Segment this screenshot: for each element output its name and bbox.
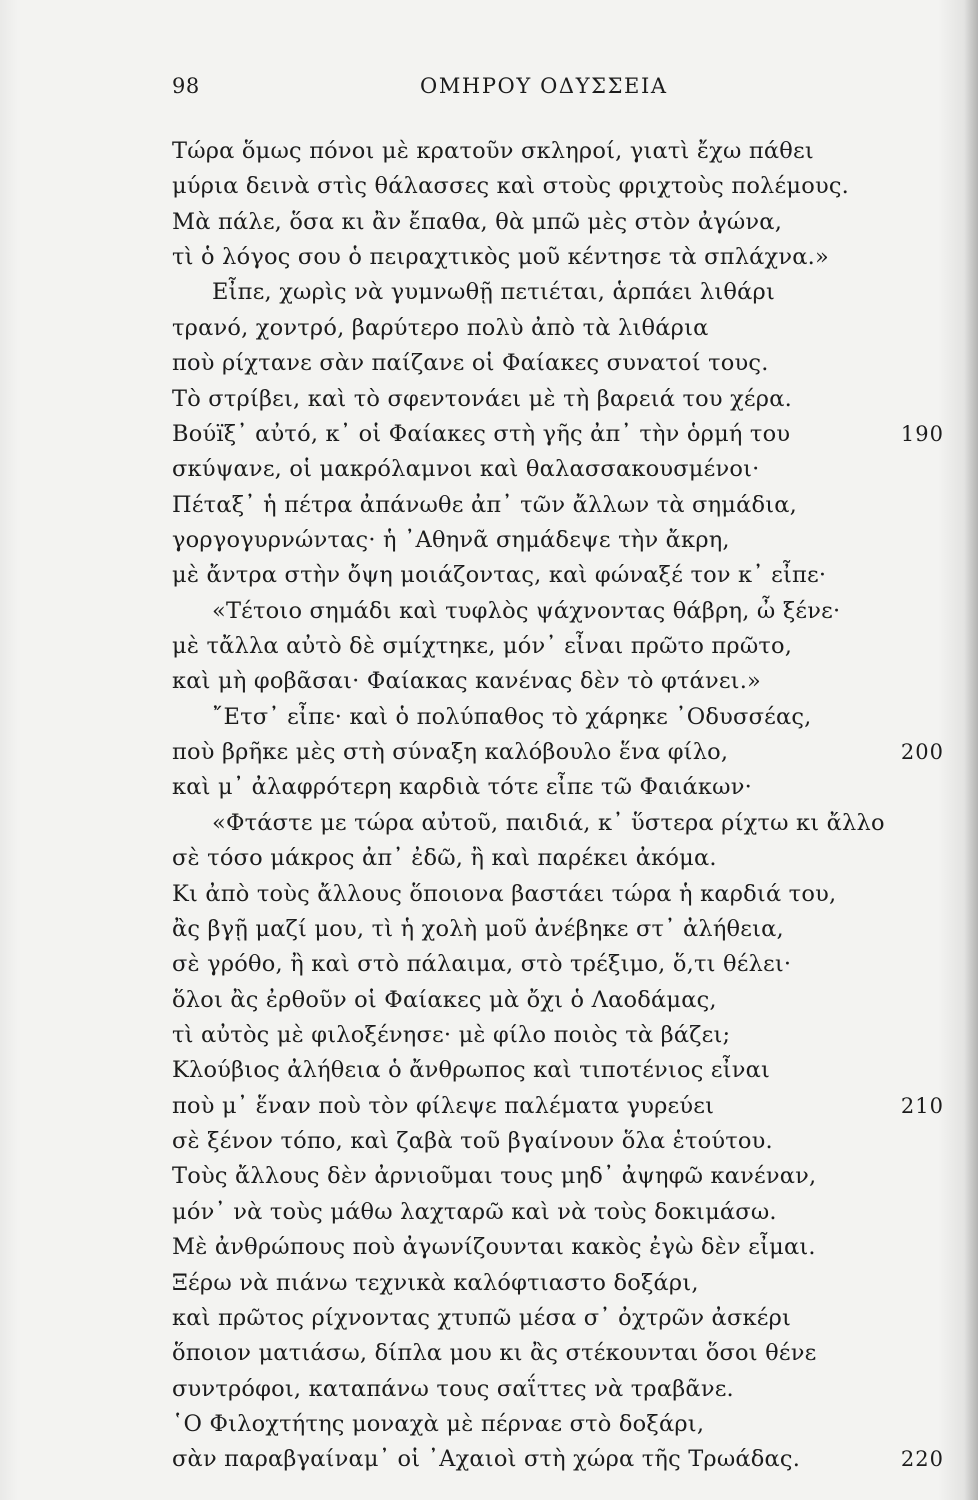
verse-text: σὲ ξένον τόπο, καὶ ζαβὰ τοῦ βγαίνουν ὅλα ἑτούτου. — [172, 1128, 773, 1155]
verse-text: ἂς βγῇ μαζί μου, τὶ ἡ χολὴ μοῦ ἀνέβηκε στ᾽ ἀλήθεια, — [172, 915, 784, 942]
verse-line — [172, 346, 962, 381]
verse-line — [172, 735, 962, 770]
verse-line — [172, 841, 962, 876]
verse-line — [172, 770, 962, 805]
verse-line — [172, 947, 962, 982]
verse-text: σὲ γρόθο, ἢ καὶ στὸ πάλαιμα, στὸ τρέξιμο, ὅ,τι θέλει· — [172, 951, 792, 978]
verse-text: τρανό, χοντρό, βαρύτερο πολὺ ἀπὸ τὰ λιθάρια — [172, 314, 709, 341]
verse-line — [172, 1442, 962, 1477]
verse-text: Μὰ πάλε, ὅσα κι ἂν ἔπαθα, θὰ μπῶ μὲς στὸν ἀγώνα, — [172, 208, 783, 235]
line-number: 210 — [900, 1093, 944, 1118]
verse-line — [172, 912, 962, 947]
verse-line — [172, 382, 962, 417]
running-title: ΟΜΗΡΟΥ ΟΔΥΣΣΕΙΑ — [420, 74, 668, 98]
verse-text: ποὺ βρῆκε μὲς στὴ σύναξη καλόβουλο ἕνα φίλο, — [172, 739, 729, 766]
verse-line — [172, 134, 962, 169]
verse-text: Εἶπε, χωρὶς νὰ γυμνωθῇ πετιέται, ἁρπάει λιθάρι — [212, 279, 775, 306]
verse-line — [172, 311, 962, 346]
verse-line — [172, 1089, 962, 1124]
verse-line — [172, 877, 962, 912]
verse-text: «Φτάστε με τώρα αὐτοῦ, παιδιά, κ᾽ ὕστερα ρίχτω κι ἄλλο — [212, 809, 885, 836]
page-number: 98 — [172, 74, 200, 98]
page-header — [172, 74, 792, 106]
verse-line — [172, 664, 962, 699]
verse-text: σὰν παραβγαίναμ᾽ οἱ ᾽Αχαιοὶ στὴ χώρα τῆς Τρωάδας. — [172, 1446, 801, 1473]
verse-line — [172, 1266, 962, 1301]
verse-line — [172, 240, 962, 275]
verse-text: ποὺ ρίχτανε σὰν παίζανε οἱ Φαίακες συνατοί τους. — [172, 350, 769, 377]
verse-text: ῎Ετσ᾽ εἶπε· καὶ ὁ πολύπαθος τὸ χάρηκε ᾽Οδυσσέας, — [212, 703, 812, 730]
verse-line — [172, 1230, 962, 1265]
verse-line — [172, 169, 962, 204]
verse-text: Τοὺς ἄλλους δὲν ἀρνιοῦμαι τους μηδ᾽ ἀψηφῶ κανέναν, — [172, 1163, 817, 1190]
verse-line — [172, 1018, 962, 1053]
verse-text: Βούїξ᾽ αὐτό, κ᾽ οἱ Φαίακες στὴ γῆς ἀπ᾽ τὴν ὁρμή του — [172, 420, 791, 447]
verse-text: σὲ τόσο μάκρος ἀπ᾽ ἐδῶ, ἢ καὶ παρέκει ἀκόμα. — [172, 845, 717, 872]
verse-text: Τὸ στρίβει, καὶ τὸ σφεντονάει μὲ τὴ βαρειά του χέρα. — [172, 385, 792, 412]
verse-text: Ξέρω νὰ πιάνω τεχνικὰ καλόφτιαστο δοξάρι, — [172, 1269, 699, 1296]
verse-line — [172, 629, 962, 664]
verse-text: τὶ ὁ λόγος σου ὁ πειραχτικὸς μοῦ κέντησε τὰ σπλάχνα.» — [172, 244, 829, 271]
verse-text: συντρόφοι, καταπάνω τους σαΐττες νὰ τραβᾶνε. — [172, 1375, 734, 1402]
verse-text: Τώρα ὅμως πόνοι μὲ κρατοῦν σκληροί, γιατὶ ἔχω πάθει — [172, 138, 814, 164]
verse-text: μὲ ἄντρα στὴν ὄψη μοιάζοντας, καὶ φώναξέ τον κ᾽ εἶπε· — [172, 562, 827, 589]
verse-line — [172, 452, 962, 487]
page-edge-shadow — [964, 0, 978, 1500]
verse-text: καὶ μ᾽ ἀλαφρότερη καρδιὰ τότε εἶπε τῶ Φαιάκων· — [172, 774, 752, 801]
verse-text: ῾Ο Φιλοχτήτης μοναχὰ μὲ πέρναε στὸ δοξάρι, — [172, 1410, 705, 1437]
verse-line — [172, 1372, 962, 1407]
line-number: 220 — [900, 1447, 944, 1472]
verse-text: μὲ τἄλλα αὐτὸ δὲ σμίχτηκε, μόν᾽ εἶναι πρῶτο πρῶτο, — [172, 633, 793, 660]
verse-line — [172, 700, 962, 735]
verse-line — [172, 594, 962, 629]
verse-text: ὅποιον ματιάσω, δίπλα μου κι ἂς στέκουνται ὅσοι θένε — [172, 1340, 817, 1367]
verse-line — [172, 488, 962, 523]
verse-text: Πέταξ᾽ ἡ πέτρα ἀπάνωθε ἀπ᾽ τῶν ἄλλων τὰ σημάδια, — [172, 491, 798, 518]
verse-line — [172, 983, 962, 1018]
verse-line — [172, 1053, 962, 1088]
verse-line — [172, 1301, 962, 1336]
verse-text: καὶ μὴ φοβᾶσαι· Φαίακας κανένας δὲν τὸ φτάνει.» — [172, 668, 762, 695]
verse-text: Μὲ ἀνθρώπους ποὺ ἀγωνίζουνται κακὸς ἐγὼ δὲν εἶμαι. — [172, 1234, 816, 1261]
verse-text: Κι ἀπὸ τοὺς ἄλλους ὅποιονα βαστάει τώρα ἡ καρδιά του, — [172, 880, 837, 907]
verse-line — [172, 1336, 962, 1371]
verse-text: «Τέτοιο σημάδι καὶ τυφλὸς ψάχνοντας θάβρη, ὦ ξένε· — [212, 597, 841, 624]
line-number: 190 — [900, 421, 944, 446]
verse-line — [172, 275, 962, 310]
verse-block — [172, 134, 962, 1478]
verse-text: ποὺ μ᾽ ἕναν ποὺ τὸν φίλεψε παλέματα γυρεύει — [172, 1092, 715, 1119]
verse-text: μύρια δεινὰ στὶς θάλασσες καὶ στοὺς φριχτοὺς πολέμους. — [172, 173, 849, 200]
verse-text: Κλούβιος ἀλήθεια ὁ ἄνθρωπος καὶ τιποτένιος εἶναι — [172, 1057, 771, 1084]
verse-text: ὅλοι ἂς ἐρθοῦν οἱ Φαίακες μὰ ὄχι ὁ Λαοδάμας, — [172, 986, 717, 1013]
verse-text: μόν᾽ νὰ τοὺς μάθω λαχταρῶ καὶ νὰ τοὺς δοκιμάσω. — [172, 1198, 777, 1225]
verse-line — [172, 205, 962, 240]
verse-line — [172, 1159, 962, 1194]
verse-line — [172, 523, 962, 558]
verse-line — [172, 1195, 962, 1230]
verse-text: γοργογυρνώντας· ἡ ᾽Αθηνᾶ σημάδεψε τὴν ἄκρη, — [172, 526, 730, 553]
verse-line — [172, 1407, 962, 1442]
verse-line — [172, 1124, 962, 1159]
line-number: 200 — [900, 740, 944, 765]
verse-line — [172, 417, 962, 452]
verse-text: σκύψανε, οἱ μακρόλαμνοι καὶ θαλασσακουσμένοι· — [172, 456, 760, 483]
verse-text: καὶ πρῶτος ρίχνοντας χτυπῶ μέσα σ᾽ ὀχτρῶν ἀσκέρι — [172, 1304, 792, 1331]
verse-line — [172, 558, 962, 593]
verse-text: τὶ αὐτὸς μὲ φιλοξένησε· μὲ φίλο ποιὸς τὰ βάζει; — [172, 1021, 731, 1048]
verse-line — [172, 806, 962, 841]
